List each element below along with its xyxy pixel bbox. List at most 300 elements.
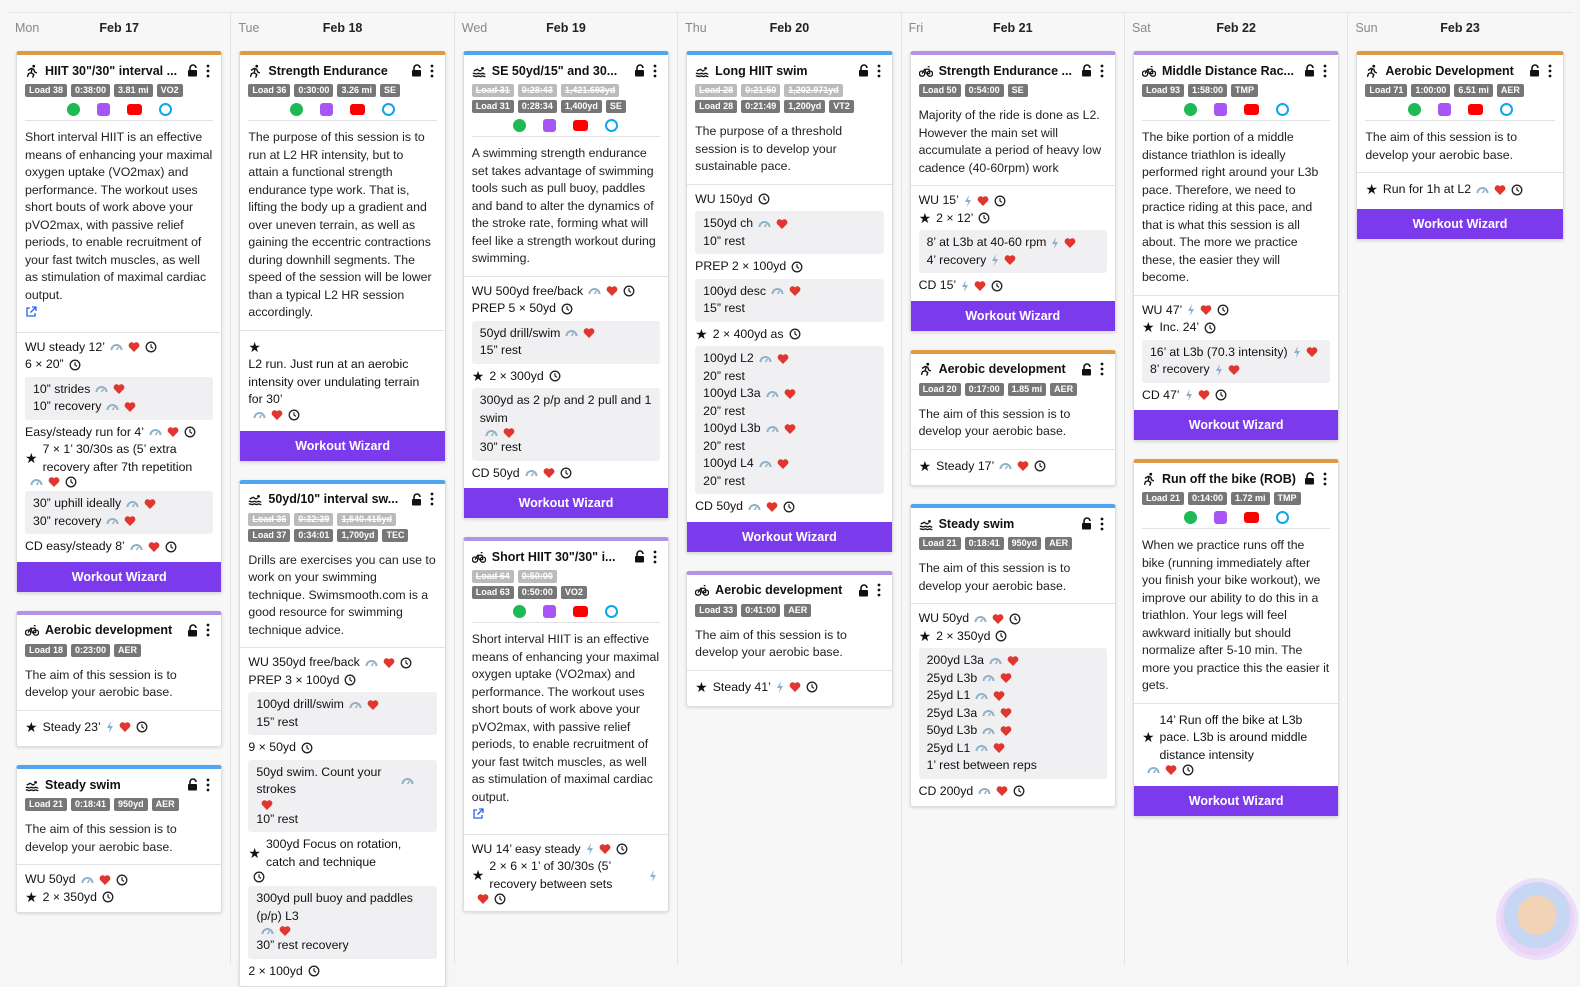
workout-wizard-button[interactable]: Workout Wizard bbox=[1357, 209, 1562, 239]
day-column-fri bbox=[902, 13, 1125, 964]
step-text: CD 50yd bbox=[695, 498, 743, 516]
heart-icon bbox=[777, 353, 789, 365]
more-menu-icon[interactable] bbox=[1545, 64, 1555, 78]
youtube-icon[interactable] bbox=[1468, 104, 1483, 115]
workout-description: When we practice runs off the bike (running immediately after you finish your bike workout), we improve our ability to do this in a triathlon. Your legs will feel awkward initially but should normalize after 5-10 min. The more you practice this the easier it gets. bbox=[1134, 529, 1338, 703]
pace-icon bbox=[485, 427, 498, 439]
duration-badge: 1:58:00 bbox=[1188, 84, 1227, 97]
workout-card[interactable] bbox=[16, 611, 222, 748]
spotify-icon[interactable] bbox=[513, 605, 526, 618]
distance-badge: 6.51 mi bbox=[1454, 84, 1493, 97]
youtube-icon[interactable] bbox=[1244, 104, 1259, 115]
power-icon bbox=[106, 721, 114, 733]
duration-badge: 0:54:00 bbox=[965, 84, 1004, 97]
heart-icon bbox=[124, 515, 136, 527]
workout-wizard-button[interactable]: Workout Wizard bbox=[240, 431, 444, 461]
workout-card[interactable] bbox=[1133, 51, 1339, 441]
tag-badge: SE bbox=[380, 84, 400, 97]
workout-title[interactable]: Strength Endurance ... bbox=[939, 64, 1077, 78]
step-text: Easy/steady run for 4’ bbox=[25, 424, 144, 442]
star-icon: ★ bbox=[472, 867, 485, 885]
heart-icon bbox=[113, 383, 125, 395]
broadcast-icon[interactable] bbox=[1500, 103, 1513, 116]
step-text: 20” rest bbox=[703, 473, 745, 491]
pace-icon bbox=[253, 409, 266, 421]
workout-title[interactable]: Steady swim bbox=[45, 778, 183, 792]
load-badge: Load 93 bbox=[1142, 84, 1184, 97]
pace-icon bbox=[1476, 184, 1489, 196]
workout-card[interactable] bbox=[463, 51, 669, 519]
duration-badge: 1:00:00 bbox=[1411, 84, 1450, 97]
workout-card[interactable] bbox=[239, 51, 445, 462]
pace-icon bbox=[30, 476, 43, 488]
load-badge: Load 50 bbox=[919, 84, 961, 97]
star-icon: ★ bbox=[472, 368, 485, 386]
step-text: 30” uphill ideally bbox=[33, 495, 121, 513]
tag-badge: VO2 bbox=[157, 84, 183, 97]
step-text: 20” rest bbox=[703, 438, 745, 456]
step-text: 100yd L4 bbox=[703, 455, 754, 473]
clock-icon bbox=[145, 341, 157, 353]
workout-description: The aim of this session is to develop your aerobic base. bbox=[911, 550, 1115, 603]
more-menu-icon[interactable] bbox=[1097, 362, 1107, 376]
spotify-icon[interactable] bbox=[513, 119, 526, 132]
lock-icon[interactable] bbox=[858, 584, 870, 597]
tag-badge: SE bbox=[1008, 84, 1028, 97]
workout-card[interactable] bbox=[910, 51, 1116, 332]
clock-icon bbox=[561, 303, 573, 315]
workout-title[interactable]: SE 50yd/15" and 30... bbox=[492, 64, 630, 78]
pace-icon bbox=[565, 327, 578, 339]
more-menu-icon[interactable] bbox=[874, 583, 884, 597]
spotify-icon[interactable] bbox=[290, 103, 303, 116]
broadcast-icon[interactable] bbox=[1276, 511, 1289, 524]
clock-icon bbox=[806, 681, 818, 693]
tag-badge: AER bbox=[1045, 537, 1072, 550]
workout-card[interactable] bbox=[910, 504, 1116, 807]
clock-icon bbox=[1009, 613, 1021, 625]
workout-card[interactable] bbox=[463, 537, 669, 912]
more-menu-icon[interactable] bbox=[427, 64, 437, 78]
lock-icon[interactable] bbox=[1529, 64, 1541, 77]
step-text: 150yd ch bbox=[703, 215, 753, 233]
weekday-label: Mon bbox=[15, 21, 39, 35]
youtube-icon[interactable] bbox=[573, 120, 588, 131]
clock-icon bbox=[783, 501, 795, 513]
day-header bbox=[231, 13, 453, 43]
pace-icon bbox=[95, 383, 108, 395]
distance-badge: 1,400yd bbox=[561, 100, 602, 113]
workout-wizard-button[interactable]: Workout Wizard bbox=[464, 488, 668, 518]
bike-icon bbox=[1142, 64, 1156, 78]
power-icon bbox=[1185, 389, 1193, 401]
workout-title[interactable]: Aerobic development bbox=[715, 583, 853, 597]
lock-icon[interactable] bbox=[858, 64, 870, 77]
workout-title[interactable]: Run off the bike (ROB) bbox=[1162, 472, 1300, 486]
workout-title[interactable]: Aerobic development bbox=[939, 362, 1077, 376]
more-menu-icon[interactable] bbox=[427, 492, 437, 506]
lock-icon[interactable] bbox=[1304, 472, 1316, 485]
pace-icon bbox=[106, 515, 119, 527]
heart-icon bbox=[777, 458, 789, 470]
podcast-icon[interactable] bbox=[543, 605, 556, 618]
workout-wizard-button[interactable]: Workout Wizard bbox=[911, 301, 1115, 331]
clock-icon bbox=[65, 476, 77, 488]
lock-icon[interactable] bbox=[187, 624, 199, 637]
distance-badge: 1,700yd bbox=[337, 529, 378, 542]
more-menu-icon[interactable] bbox=[203, 64, 213, 78]
heart-icon bbox=[148, 541, 160, 553]
step-group bbox=[919, 230, 1107, 273]
lock-icon[interactable] bbox=[187, 64, 199, 77]
step-text: 30” rest bbox=[480, 439, 522, 457]
original-distance-badge: 1,640.415yd bbox=[337, 513, 396, 526]
workout-card[interactable] bbox=[239, 480, 445, 987]
load-badge: Load 36 bbox=[248, 84, 290, 97]
youtube-icon[interactable] bbox=[350, 104, 365, 115]
step-text: 50yd drill/swim bbox=[480, 325, 561, 343]
step-text: CD easy/steady 8’ bbox=[25, 538, 125, 556]
workout-title[interactable]: Aerobic development bbox=[45, 623, 183, 637]
original-duration-badge: 0:32:39 bbox=[294, 513, 333, 526]
step-group bbox=[695, 211, 883, 254]
step-text: WU 350yd free/back bbox=[248, 654, 359, 672]
heart-icon bbox=[503, 427, 515, 439]
load-badge: Load 31 bbox=[472, 100, 514, 113]
bike-icon bbox=[25, 623, 39, 637]
more-menu-icon[interactable] bbox=[1320, 472, 1330, 486]
original-duration-badge: 0:50:00 bbox=[518, 570, 557, 583]
step-text: 100yd L3b bbox=[703, 420, 760, 438]
step-group bbox=[1142, 340, 1330, 383]
weekday-label: Sat bbox=[1132, 21, 1151, 35]
lock-icon[interactable] bbox=[634, 550, 646, 563]
clock-icon bbox=[758, 193, 770, 205]
workout-card[interactable] bbox=[686, 51, 892, 553]
heart-icon bbox=[977, 195, 989, 207]
step-text: PREP 5 × 50yd bbox=[472, 300, 556, 318]
clock-icon bbox=[995, 630, 1007, 642]
step-text: 20” rest bbox=[703, 368, 745, 386]
run-icon bbox=[1365, 64, 1379, 78]
star-icon: ★ bbox=[919, 458, 932, 476]
workout-description: The purpose of this session is to run at L2 HR intensity, but to attain a functional strength endurance type work. That is, lifting the body up a gradient and over uneven terrain, as well as gaining the eccentric contractions during downhill segments. The speed of the session will be lower than a typical L2 HR session accordingly. bbox=[240, 121, 444, 330]
workout-title[interactable]: Aerobic Development bbox=[1385, 64, 1524, 78]
step-text: L2 run. Just run at an aerobic intensity over undulating terrain for 30’ bbox=[248, 356, 428, 409]
workout-description: The aim of this session is to develop your aerobic base. bbox=[911, 396, 1115, 449]
external-link-icon[interactable] bbox=[472, 808, 484, 820]
pace-icon bbox=[401, 775, 414, 787]
step-text: 50yd L3b bbox=[927, 722, 978, 740]
tag-badge: TEC bbox=[382, 529, 408, 542]
podcast-icon[interactable] bbox=[1214, 511, 1227, 524]
day-header bbox=[902, 13, 1124, 43]
step-text: 4’ recovery bbox=[927, 252, 987, 270]
step-text: 2 × 12’ bbox=[936, 210, 973, 228]
podcast-icon[interactable] bbox=[1214, 103, 1227, 116]
swim-icon bbox=[695, 64, 709, 78]
heart-icon bbox=[383, 657, 395, 669]
workout-wizard-button[interactable]: Workout Wizard bbox=[687, 522, 891, 552]
pace-icon bbox=[975, 690, 988, 702]
media-links bbox=[472, 113, 660, 137]
workout-wizard-button[interactable]: Workout Wizard bbox=[17, 562, 221, 592]
step-text: 1’ rest between reps bbox=[927, 757, 1037, 775]
workout-card[interactable] bbox=[1133, 459, 1339, 817]
clock-icon bbox=[344, 674, 356, 686]
pace-icon bbox=[106, 401, 119, 413]
step-text: 9 × 50yd bbox=[248, 739, 296, 757]
lock-icon[interactable] bbox=[634, 64, 646, 77]
step-text: Steady 23’ bbox=[43, 719, 101, 737]
heart-icon bbox=[1165, 764, 1177, 776]
step-text: 30” rest recovery bbox=[256, 937, 348, 955]
run-icon bbox=[919, 362, 933, 376]
step-text: 7 × 1’ 30/30s as (5’ extra recovery after 7th repetition bbox=[43, 441, 213, 476]
clock-icon bbox=[494, 893, 506, 905]
tag-badge: TMP bbox=[1231, 84, 1258, 97]
step-text: 100yd L3a bbox=[703, 385, 760, 403]
step-group bbox=[248, 886, 436, 959]
workout-title[interactable]: Long HIIT swim bbox=[715, 64, 853, 78]
coach-avatar[interactable] bbox=[1500, 882, 1574, 956]
workout-wizard-button[interactable]: Workout Wizard bbox=[1134, 410, 1338, 440]
spotify-icon[interactable] bbox=[1408, 103, 1421, 116]
star-icon: ★ bbox=[919, 210, 932, 228]
lock-icon[interactable] bbox=[1081, 517, 1093, 530]
clock-icon bbox=[560, 467, 572, 479]
broadcast-icon[interactable] bbox=[159, 103, 172, 116]
more-menu-icon[interactable] bbox=[203, 623, 213, 637]
workout-title[interactable]: Steady swim bbox=[939, 517, 1077, 531]
clock-icon bbox=[116, 874, 128, 886]
workout-title[interactable]: HIIT 30"/30" interval ... bbox=[45, 64, 183, 78]
youtube-icon[interactable] bbox=[1244, 512, 1259, 523]
duration-badge: 0:41:00 bbox=[741, 604, 780, 617]
heart-icon bbox=[1000, 725, 1012, 737]
step-text: 30” recovery bbox=[33, 513, 101, 531]
youtube-icon[interactable] bbox=[127, 104, 142, 115]
step-group bbox=[248, 692, 436, 735]
pace-icon bbox=[110, 341, 123, 353]
lock-icon[interactable] bbox=[411, 493, 423, 506]
more-menu-icon[interactable] bbox=[650, 550, 660, 564]
clock-icon bbox=[994, 195, 1006, 207]
workout-description: The aim of this session is to develop your aerobic base. bbox=[17, 657, 221, 710]
workout-card[interactable] bbox=[910, 350, 1116, 487]
step-text: Steady 17’ bbox=[936, 458, 994, 476]
step-group bbox=[25, 377, 213, 420]
step-text: 300yd pull buoy and paddles (p/p) L3 bbox=[256, 890, 426, 925]
workout-description: The aim of this session is to develop your aerobic base. bbox=[1357, 121, 1562, 172]
clock-icon bbox=[308, 965, 320, 977]
distance-badge: 1,200yd bbox=[784, 100, 825, 113]
pace-icon bbox=[982, 725, 995, 737]
tag-badge: AER bbox=[784, 604, 811, 617]
heart-icon bbox=[367, 699, 379, 711]
star-icon: ★ bbox=[1142, 729, 1155, 747]
lock-icon[interactable] bbox=[411, 64, 423, 77]
podcast-icon[interactable] bbox=[1438, 103, 1451, 116]
workout-description: Majority of the ride is done as L2. However the main set will accumulate a period of heavy low cadence (40-60rpm) work bbox=[911, 97, 1115, 185]
broadcast-icon[interactable] bbox=[1276, 103, 1289, 116]
step-text: 2 × 400yd as bbox=[713, 326, 784, 344]
more-menu-icon[interactable] bbox=[203, 778, 213, 792]
workout-title[interactable]: 50yd/10" interval sw... bbox=[268, 492, 406, 506]
spotify-icon[interactable] bbox=[1184, 103, 1197, 116]
pace-icon bbox=[758, 218, 771, 230]
step-text: 25yd L1 bbox=[927, 740, 971, 758]
power-icon bbox=[1051, 237, 1059, 249]
broadcast-icon[interactable] bbox=[382, 103, 395, 116]
spotify-icon[interactable] bbox=[1184, 511, 1197, 524]
day-column-tue bbox=[231, 13, 454, 964]
lock-icon[interactable] bbox=[1081, 363, 1093, 376]
workout-description: Drills are exercises you can use to work on your swimming technique. Swimsmooth.com is a good resource for swimming technique advice. bbox=[240, 542, 444, 648]
swim-icon bbox=[472, 64, 486, 78]
distance-badge: 950yd bbox=[1008, 537, 1042, 550]
date-label: Feb 17 bbox=[8, 21, 230, 35]
pace-icon bbox=[588, 285, 601, 297]
power-icon bbox=[586, 843, 594, 855]
workout-title[interactable]: Strength Endurance bbox=[268, 64, 406, 78]
duration-badge: 0:28:34 bbox=[518, 100, 557, 113]
day-header bbox=[1348, 13, 1571, 43]
step-text: Steady 41’ bbox=[713, 679, 771, 697]
duration-badge: 0:14:00 bbox=[1188, 492, 1227, 505]
step-text: 20” rest bbox=[703, 403, 745, 421]
duration-badge: 0:23:00 bbox=[71, 644, 110, 657]
step-text: 25yd L1 bbox=[927, 687, 971, 705]
heart-icon bbox=[606, 285, 618, 297]
step-text: WU 500yd free/back bbox=[472, 283, 583, 301]
workout-title[interactable]: Middle Distance Rac... bbox=[1162, 64, 1300, 78]
lock-icon[interactable] bbox=[187, 778, 199, 791]
pace-icon bbox=[766, 423, 779, 435]
original-duration-badge: 0:28:43 bbox=[518, 84, 557, 97]
workout-card[interactable] bbox=[686, 571, 892, 708]
day-header bbox=[455, 13, 677, 43]
media-links bbox=[25, 97, 213, 121]
lock-icon[interactable] bbox=[1304, 64, 1316, 77]
star-icon: ★ bbox=[25, 889, 38, 907]
duration-badge: 0:30:00 bbox=[294, 84, 333, 97]
tag-badge: VO2 bbox=[561, 586, 587, 599]
clock-icon bbox=[789, 328, 801, 340]
heart-icon bbox=[993, 742, 1005, 754]
duration-badge: 0:38:00 bbox=[71, 84, 110, 97]
heart-icon bbox=[1228, 364, 1240, 376]
run-icon bbox=[1142, 472, 1156, 486]
step-text: 15” rest bbox=[256, 714, 298, 732]
clock-icon bbox=[549, 370, 561, 382]
weekday-label: Sun bbox=[1355, 21, 1377, 35]
heart-icon bbox=[261, 799, 273, 811]
broadcast-icon[interactable] bbox=[605, 605, 618, 618]
workout-card[interactable] bbox=[16, 51, 222, 593]
heart-icon bbox=[583, 327, 595, 339]
heart-icon bbox=[789, 681, 801, 693]
load-badge: Load 18 bbox=[25, 644, 67, 657]
pace-icon bbox=[1147, 764, 1160, 776]
heart-icon bbox=[766, 501, 778, 513]
step-text: 2 × 350yd bbox=[936, 628, 990, 646]
step-text: 10” rest bbox=[703, 233, 745, 251]
weekday-label: Tue bbox=[238, 21, 259, 35]
day-column-wed bbox=[455, 13, 678, 964]
podcast-icon[interactable] bbox=[97, 103, 110, 116]
star-icon: ★ bbox=[248, 339, 261, 357]
more-menu-icon[interactable] bbox=[650, 64, 660, 78]
more-menu-icon[interactable] bbox=[874, 64, 884, 78]
more-menu-icon[interactable] bbox=[1097, 517, 1107, 531]
day-header bbox=[8, 13, 230, 43]
power-icon bbox=[1215, 364, 1223, 376]
pace-icon bbox=[759, 458, 772, 470]
more-menu-icon[interactable] bbox=[1097, 64, 1107, 78]
clock-icon bbox=[623, 285, 635, 297]
duration-badge: 0:21:49 bbox=[741, 100, 780, 113]
step-text: 25yd L3b bbox=[927, 670, 978, 688]
heart-icon bbox=[119, 721, 131, 733]
lock-icon[interactable] bbox=[1081, 64, 1093, 77]
external-link-icon[interactable] bbox=[25, 306, 37, 318]
step-text: 8’ recovery bbox=[1150, 361, 1210, 379]
heart-icon bbox=[776, 218, 788, 230]
duration-badge: 0:17:00 bbox=[965, 383, 1004, 396]
workout-description: The bike portion of a middle distance triathlon is ideally performed right around your L3b pace. Therefore, we need to practice riding at this pace, and that is what this session is all about. The more we practice these, the easier they will become. bbox=[1134, 121, 1338, 295]
step-text: 300yd as 2 p/p and 2 pull and 1 swim bbox=[480, 392, 652, 427]
pace-icon bbox=[149, 426, 162, 438]
workout-description: Short interval HIIT is an effective means of enhancing your maximal oxygen uptake (VO2max) and performance. The workout uses short bouts of work above your pVO2max, with passive relief periods, to enable recruitment of your fast twitch muscles, as well as stimulation of maximal cardiac output. bbox=[472, 631, 660, 806]
pace-icon bbox=[525, 467, 538, 479]
heart-icon bbox=[1064, 237, 1076, 249]
heart-icon bbox=[124, 401, 136, 413]
pace-icon bbox=[261, 925, 274, 937]
workout-card[interactable] bbox=[1356, 51, 1563, 240]
distance-badge: 1.85 mi bbox=[1008, 383, 1047, 396]
heart-icon bbox=[279, 925, 291, 937]
step-text: 10” recovery bbox=[33, 398, 101, 416]
podcast-icon[interactable] bbox=[320, 103, 333, 116]
original-duration-badge: 0:21:50 bbox=[741, 84, 780, 97]
clock-icon bbox=[991, 280, 1003, 292]
spotify-icon[interactable] bbox=[67, 103, 80, 116]
workout-title[interactable]: Short HIIT 30"/30" i... bbox=[492, 550, 630, 564]
clock-icon bbox=[1182, 764, 1194, 776]
step-text: 50yd swim. Count your strokes bbox=[256, 764, 396, 799]
date-label: Feb 22 bbox=[1125, 21, 1347, 35]
load-badge: Load 63 bbox=[472, 586, 514, 599]
workout-wizard-button[interactable]: Workout Wizard bbox=[1134, 786, 1338, 816]
clock-icon bbox=[165, 541, 177, 553]
star-icon: ★ bbox=[1142, 319, 1155, 337]
step-text: PREP 2 × 100yd bbox=[695, 258, 786, 276]
duration-badge: 0:18:41 bbox=[71, 798, 110, 811]
run-icon bbox=[25, 64, 39, 78]
youtube-icon[interactable] bbox=[573, 606, 588, 617]
more-menu-icon[interactable] bbox=[1320, 64, 1330, 78]
tag-badge: AER bbox=[1497, 84, 1524, 97]
podcast-icon[interactable] bbox=[543, 119, 556, 132]
heart-icon bbox=[48, 476, 60, 488]
clock-icon bbox=[1511, 184, 1523, 196]
workout-card[interactable] bbox=[16, 765, 222, 913]
step-text: 100yd L2 bbox=[703, 350, 754, 368]
day-column-thu bbox=[678, 13, 901, 964]
broadcast-icon[interactable] bbox=[605, 119, 618, 132]
original-distance-badge: 1,421.693yd bbox=[561, 84, 620, 97]
